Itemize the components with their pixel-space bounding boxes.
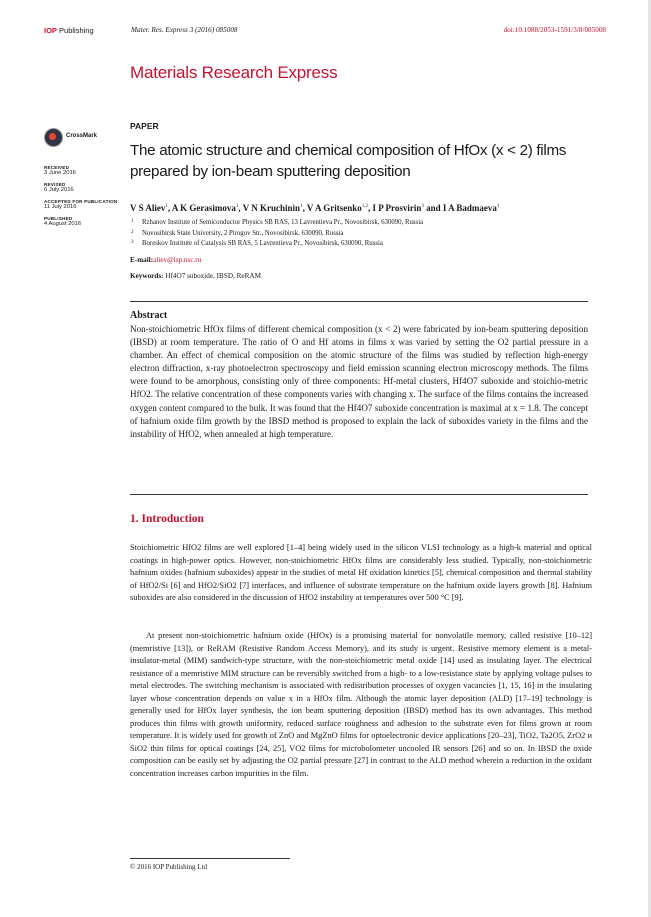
email-link[interactable]: aliev@isp.nsc.ru: [153, 256, 202, 264]
affiliation: 2 Novosibirsk State University, 2 Pirogov Str., Novosibirsk, 630090, Russia: [131, 229, 344, 237]
journal-citation: Mater. Res. Express 3 (2016) 085008: [131, 26, 238, 34]
section-heading: 1. Introduction: [130, 513, 204, 525]
paragraph: Stoichiometric HfO2 films are well explored [1–4] being widely used in the silicon VLSI technology as a high-k material and optical coatings in high-power optics. However, non-stoichiometric HfOx films are considerably less studied. Typically, non-stoichiometric hafnium oxides (hafnium suboxides) appear in the studies of metal Hf oxidation kinetics [5], chemical composition and thermal stability of HfO2/Si [6] and HfO2/SiO2 [7] interfaces, and influence of substrate temperature on the hafnium oxide layers growth [8]. Hafnium suboxides are also considered in the discussion of HfO2 instability at temperatures over 500 °C [9].: [130, 543, 592, 603]
crossmark-badge[interactable]: [44, 128, 114, 148]
history-accepted: ACCEPTED FOR PUBLICATION 11 July 2016: [44, 199, 118, 210]
affiliations: [130, 218, 610, 250]
crossmark-label: CrossMark: [66, 133, 98, 139]
article-type: PAPER: [130, 121, 159, 131]
doi-link[interactable]: doi:10.1088/2053-1591/3/8/085008: [503, 26, 606, 34]
abstract-heading: Abstract: [130, 310, 168, 321]
affiliation: 3 Boreskov Institute of Catalysis SB RAS, 5 Lavrentieva Pr., Novosibirsk, 630090, Russia: [131, 240, 383, 247]
affiliation: 1 Rzhanov Institute of Semiconductor Physics SB RAS, 13 Lavrentieva Pr., Novosibirsk, 630090, Russia: [131, 219, 424, 226]
footer-rule: [130, 858, 290, 859]
author[interactable]: V S Aliev: [130, 203, 166, 213]
paragraph: At present non-stoichiometric hafnium oxide (HfOx) is a promising material for nonvolatile memory, called resistive [10–12] (memristive [13]), or ReRAM (Resistive Random Access Memory), and its study is urgent. Resistive memory element is a metal-insulator-metal (MIM) sandwich-type structure, with the non-stoichiometric metal oxide [14] used as insulating layer. The electrical resistance of a memristive MIM structure can be reversibly switched from a high- to a low-resistance state by applying voltage pulses to metal electrodes. The switching mechanism is associated with redistribution processes of oxygen vacancies [1, 15, 16] in the insulating layer whose concentration depends on value x in a HfOx film. Although the atomic layer deposition (ALD) [17–19] technology is generally used for HfOx layer synthesis, the ion beam sputtering deposition (IBSD) method has its own advantages. This method produces thin films with growth uniformity, reduced surface roughness and adhesion to the substrate even for films grown at room temperature. It is widely used for growth of ZnO and MgZnO films for optoelectronic device applications [20–23], TiO2, Ta2O5, ZrO2 и SiO2 thin films for optical coatings [24, 25], VO2 films for microbolometer uncooled IR sensors [26] and so on. In IBSD the oxide composition can be easily set by adjusting the O2 partial pressure [27] in contrast to the ALD method wherein a reduction in the oxidant concentration increases carbon impurities in the film.: [130, 631, 592, 779]
publication-history: [44, 165, 122, 233]
contact-email: E-mail:aliev@isp.nsc.ru: [130, 256, 202, 264]
crossmark-icon: [44, 128, 63, 147]
author[interactable]: V N Kruchinin: [242, 203, 301, 213]
article-title: The atomic structure and chemical composition of HfOx (x < 2) films prepared by ion-beam sputtering deposition: [130, 142, 567, 180]
history-revised: REVISED 6 July 2016: [44, 182, 74, 193]
history-received: RECEIVED 3 June 2016: [44, 165, 76, 176]
author[interactable]: V A Gritsenko: [306, 203, 362, 213]
author[interactable]: I A Badmaeva: [442, 203, 497, 213]
running-header: [44, 26, 606, 38]
author[interactable]: I P Prosvirin: [372, 203, 422, 213]
keywords: Keywords: Hf4O7 suboxide, IBSD, ReRAM: [130, 272, 261, 280]
publisher-logo: IOP Publishing: [44, 26, 94, 35]
abstract-bottom-rule: [130, 494, 588, 495]
author[interactable]: A K Gerasimova: [171, 203, 236, 213]
abstract-top-rule: [130, 301, 588, 302]
journal-name: Materials Research Express: [130, 63, 338, 82]
author-list: V S Aliev$^1$, A K Gerasimova$^1$, V N Kruchinin$^1$, V A Gritsenko$^{1,2}$, I P Prosvirin$^3$ and I A Badmaeva$^1$: [130, 203, 500, 213]
copyright: © 2016 IOP Publishing Ltd: [130, 863, 208, 871]
history-published: PUBLISHED 4 August 2016: [44, 216, 82, 227]
abstract-body: Non-stoichiometric HfOx films of different chemical composition (x < 2) were fabricated by ion-beam sputtering deposition (IBSD) at room temperature. The ratio of O and Hf atoms in films x was varied by setting the O2 partial pressure in a chamber. An effect of chemical composition on the atomic structure of the films was studied by reflection high-energy electron diffraction, x-ray photoelectron spectroscopy and field emission scanning electron microscopy methods. The films were found to be amorphous, consisting only of three components: Hf-metal clusters, Hf4O7 suboxide and stoichio-metric HfO2. The relative concentration of these components varies with changing x. The surface of the films contains the increased oxygen content compared to the bulk. It was found that the Hf4O7 suboxide concentration is maximal at x = 1.8. The concept of hafnium oxide film growth by the IBSD method is proposed to explain the lack of suboxides variety in the films and the instability of HfO2, when annealed at high temperature.: [130, 324, 588, 439]
